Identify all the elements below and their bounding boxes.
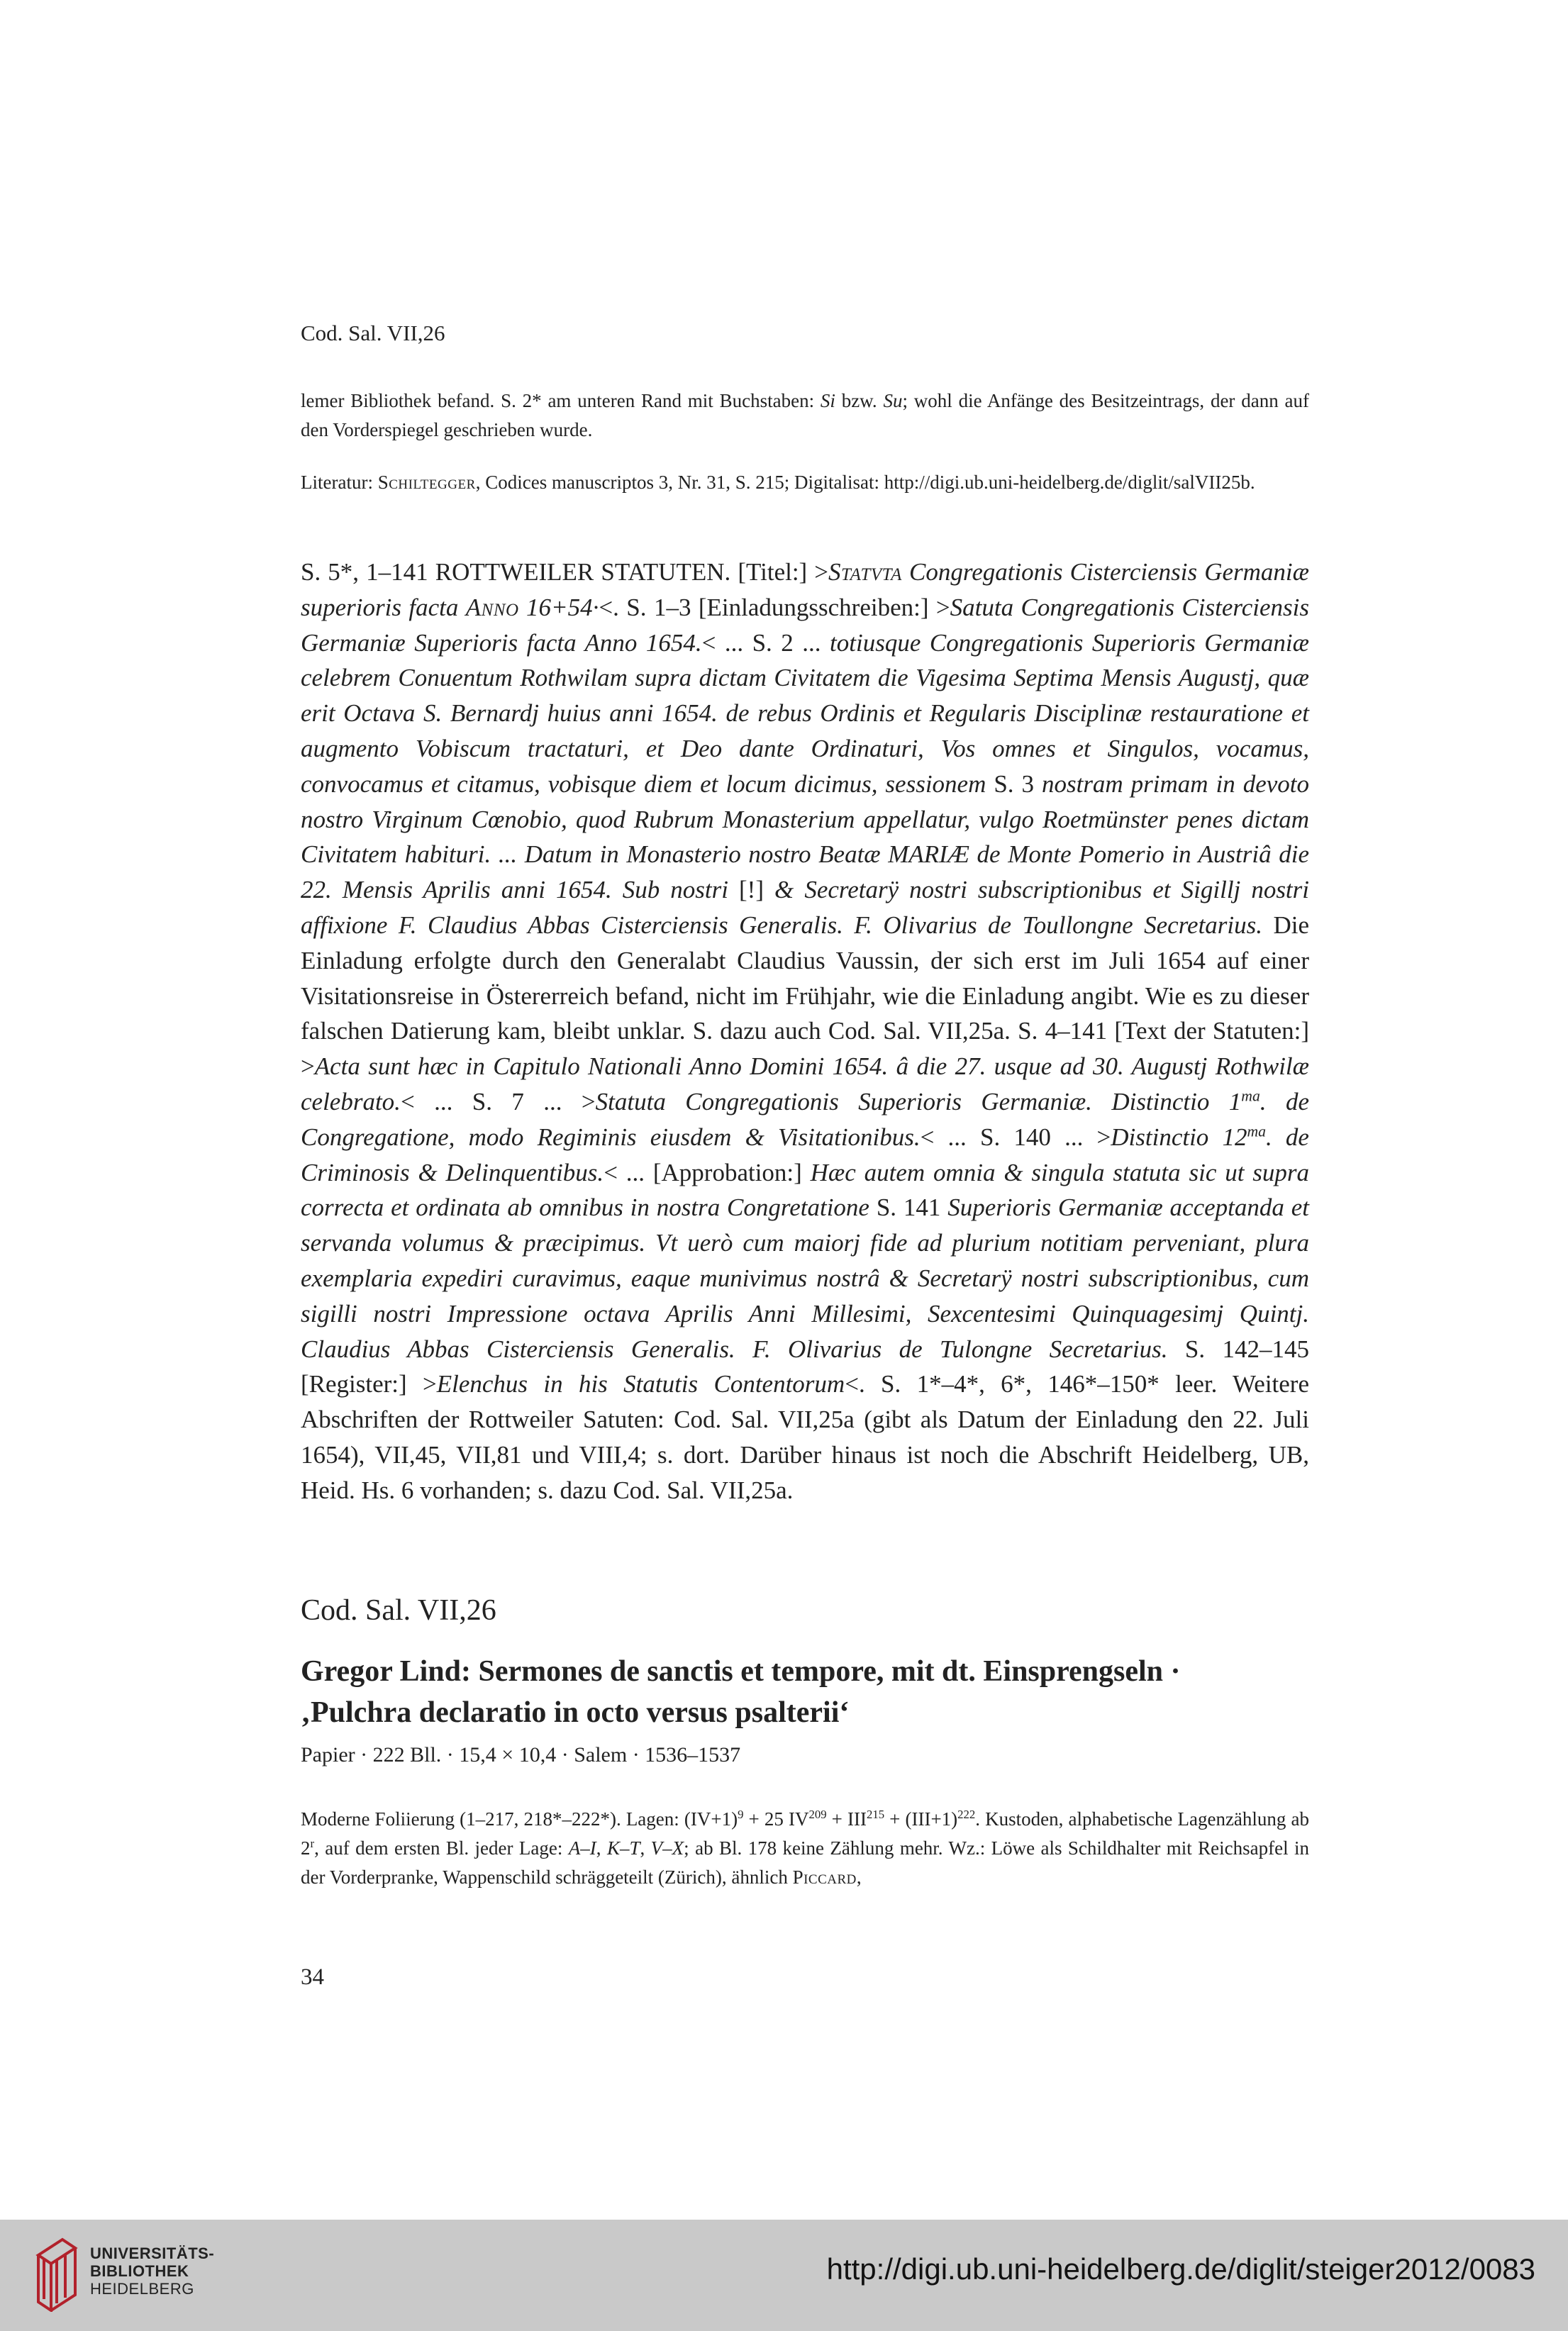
previous-entry-note: lemer Bibliothek befand. S. 2* am unteren Rand mit Buchstaben: Si bzw. Su; wohl die Anfänge des Besitzeintrags, der dann auf den Vorderspiegel geschrieben wurde.	[301, 390, 1309, 440]
library-name-line-1: UNIVERSITÄTS-	[90, 2244, 215, 2262]
library-name-line-2: BIBLIOTHEK	[90, 2262, 189, 2280]
viewer-footer	[0, 2220, 1568, 2331]
codicological-description: Moderne Foliierung (1–217, 218*–222*). Lagen: $(IV+1)^9 + 25$ $IV^{209} + III^{215} + (III+1)^{222}$. Kustoden, alphabetische Lagenzählung ab 2$^r$, auf dem ersten Bl. jeder Lage: A–I, K–T, V–X; ab Bl. 178 keine Zählung mehr. Wz.: Löwe als Schildhalter mit Reichsapfel in der Vorderpranke, Wappenschild schräggeteilt (Zürich), ähnlich Piccard,	[301, 1808, 1310, 1888]
permalink-url[interactable]: http://digi.ub.uni-heidelberg.de/diglit/steiger2012/0083	[826, 2252, 1535, 2286]
literature-note: Literatur: Schiltegger, Codices manuscriptos 3, Nr. 31, S. 215; Digitalisat: http://digi.ub.uni-heidelberg.de/diglit/salVII25b.	[301, 472, 1255, 493]
section-heading: Cod. Sal. VII,26	[301, 1594, 496, 1627]
manuscript-metadata: Papier · 222 Bll. · 15,4 × 10,4 · Salem · 1536–1537	[301, 1743, 741, 1767]
library-name-line-3: HEIDELBERG	[90, 2280, 194, 2298]
running-head: Cod. Sal. VII,26	[301, 321, 445, 345]
manuscript-title-line-1: Gregor Lind: Sermones de sanctis et tempore, mit dt. Einsprengseln ·	[301, 1655, 1181, 1688]
contents-paragraph: S. 5*, 1–141 ROTTWEILER STATUTEN. [Titel:] >Statvta Congregationis Cisterciensis Germaniæ superioris facta Anno 16+54·<. S. 1–3 [Einladungsschreiben:] >Satuta Congregationis Cisterciensis Germaniæ Superioris facta Anno 1654.< ... S. 2 ... totiusque Congregationis Superioris Germaniæ celebrem Conuentum Rothwilam supra dictam Civitatem die Vigesima Septima Mensis Augustj, quæ erit Octava S. Bernardj huius anni 1654. de rebus Ordinis et Regularis Disciplinæ restauratione et augmento Vobiscum tractaturi, et Deo dante Ordinaturi, Vos omnes et Singulos, vocamus, convocamus et citamus, vobisque diem et locum dicimus, sessionem S. 3 nostram primam in devoto nostro Virginum Cœnobio, quod Rubrum Monasterium appellatur, vulgo Roetmünster penes dictam Civitatem habituri. ... Datum in Monasterio nostro Beatæ MARIÆ de Monte Pomerio in Austriâ die 22. Mensis Aprilis anni 1654. Sub nostri [!] & Secretarÿ nostri subscriptionibus et Sigillj nostri affixione F. Claudius Abbas Cisterciensis Generalis. F. Olivarius de Toullongne Secretarius. Die Einladung erfolgte durch den Generalabt Claudius Vaussin, der sich erst im Juli 1654 auf einer Visitationsreise in Östererreich befand, nicht im Frühjahr, wie die Einladung angibt. Wie es zu dieser falschen Datierung kam, bleibt unklar. S. dazu auch Cod. Sal. VII,25a. S. 4–141 [Text der Statuten:] >Acta sunt hæc in Capitulo Nationali Anno Domini 1654. â die 27. usque ad 30. Augustj Rothwilæ celebrato.< ... S. 7 ... >Statuta Congregationis Superioris Germaniæ. Distinctio $1^{ma}$. de Congregatione, modo Regiminis eiusdem & Visitationibus.< ... S. 140 ... >Distinctio $12^{ma}$. de Criminosis & Delinquentibus.< ... [Approbation:] Hæc autem omnia & singula statuta sic ut supra correcta et ordinata ab omnibus in nostra Congretatione S. 141 Superioris Germaniæ acceptanda et servanda volumus & præcipimus. Vt uerò cum maiorj fide ad plurium notitiam perveniant, plura exemplaria expediri curavimus, eaque munivimus nostrâ & Secretarÿ nostri subscriptionibus, cum sigilli nostri Impressione octava Aprilis Anni Millesimi, Sexcentesimi Quinquagesimj Quintj. Claudius Abbas Cisterciensis Generalis. F. Olivarius de Tulongne Secretarius. S. 142–145 [Register:] >Elenchus in his Statutis Contentorum<. S. 1*–4*, 6*, 146*–150* leer. Weitere Abschriften der Rottweiler Satuten: Cod. Sal. VII,25a (gibt als Datum der Einladung den 22. Juli 1654), VII,45, VII,81 und VIII,4; s. dort. Darüber hinaus ist noch die Abschrift Heidelberg, UB, Heid. Hs. 6 vorhanden; s. dazu Cod. Sal. VII,25a.	[301, 558, 1310, 1504]
manuscript-title	[301, 1651, 1309, 1733]
page-number: 34	[301, 1964, 324, 1990]
ub-heidelberg-logo-icon	[34, 2234, 78, 2312]
library-name	[90, 2244, 214, 2298]
manuscript-title-line-2: ‚Pulchra declaratio in octo versus psalterii‘	[301, 1696, 850, 1729]
